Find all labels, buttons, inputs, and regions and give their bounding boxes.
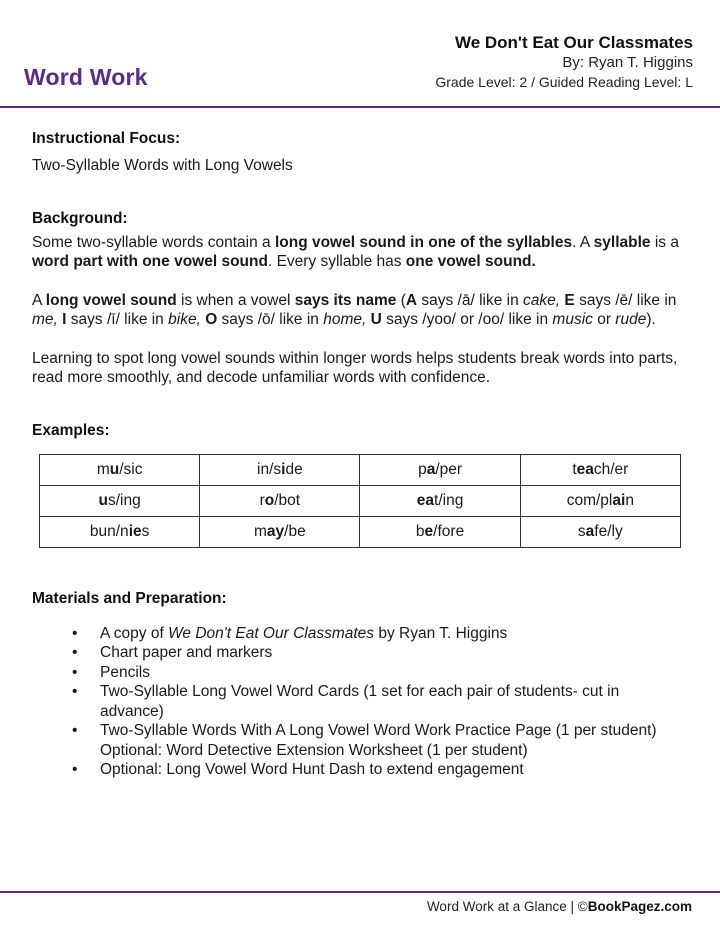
example-word-run: s (141, 522, 150, 540)
example-word-run: bun/n (89, 522, 129, 540)
example-word-run: p (418, 460, 427, 478)
footer-divider (0, 891, 720, 893)
focus-heading: Instructional Focus: (32, 130, 181, 147)
example-word-run: m (96, 460, 110, 478)
background-paragraph-1-run: . Every syllable has (267, 253, 406, 270)
section-title: Word Work (24, 64, 148, 90)
materials-item-run: Two-Syllable Words With A Long Vowel Word Work Practice Page (1 per student) (100, 722, 657, 739)
example-word-run: t (572, 460, 577, 478)
background-paragraph-2-run: says /ō/ like in (217, 311, 324, 328)
background-paragraph-2-run: A (405, 291, 418, 309)
background-paragraph-2-run: I (62, 311, 67, 328)
bullet-icon: • (72, 644, 78, 661)
materials-item (32, 663, 680, 683)
materials-heading: Materials and Preparation: (32, 589, 227, 607)
example-word-run: a (426, 460, 436, 478)
bullet-icon: • (72, 663, 78, 681)
materials-item (32, 741, 680, 761)
example-word-run: t/ing (434, 491, 464, 509)
example-word-run: o (264, 491, 275, 509)
background-paragraph-1-run: . A (572, 233, 594, 251)
background-paragraph-1 (32, 233, 692, 272)
example-word-run: b (415, 522, 425, 540)
background-paragraph-1-run: one vowel sound. (405, 253, 536, 270)
example-word-cell (200, 485, 360, 516)
example-word-run: ai (612, 491, 626, 509)
example-word-cell (360, 454, 520, 485)
background-paragraph-2-run: ). (646, 311, 656, 328)
example-word-run: /bot (274, 491, 301, 509)
example-word-run: i (281, 460, 286, 478)
footer-separator: | (566, 899, 578, 914)
bullet-icon: • (72, 722, 78, 739)
example-word-cell (40, 485, 200, 516)
main-content (32, 128, 692, 780)
background-paragraph-1-run: is a (650, 233, 679, 251)
background-paragraph-2-run: says /ē/ like in (574, 291, 677, 309)
materials-item-run: Optional: Word Detective Extension Worksheet (1 per student) (100, 741, 528, 759)
background-paragraph-2-run: A (32, 291, 46, 309)
example-word-run: /fore (433, 522, 465, 540)
materials-item-run: Chart paper and markers (100, 644, 273, 661)
background-paragraph-1-run: long vowel sound in one of the syllables (274, 233, 573, 251)
footer-copyright: © (577, 899, 588, 914)
background-paragraph-2-run: is when a vowel (176, 291, 295, 309)
example-word-run: a (585, 522, 595, 540)
book-author: By: Ryan T. Higgins (562, 54, 693, 71)
background-paragraph-2-run: says /ā/ like in (417, 291, 524, 309)
background-paragraph-2-run: says its name (294, 291, 397, 309)
bullet-icon: • (72, 624, 78, 642)
examples-row (40, 485, 681, 516)
example-word-run: r (259, 491, 265, 509)
background-paragraph-2-run: E (564, 291, 575, 309)
book-info (435, 33, 693, 91)
example-word-run: s/ing (107, 491, 141, 509)
examples-row (40, 516, 681, 547)
background-paragraph-1-run: Some two-syllable words contain a (32, 233, 275, 251)
example-word-run: ay (266, 522, 285, 540)
example-word-cell (40, 516, 200, 547)
materials-item (32, 643, 680, 663)
background-paragraph-2-run: cake, (523, 291, 561, 309)
example-word-run: ea (416, 491, 435, 509)
example-word-cell (200, 516, 360, 547)
background-paragraph-2-run: me, (32, 311, 58, 328)
background-paragraph-2-run: says /ī/ like in (66, 311, 169, 328)
materials-item (32, 624, 680, 644)
example-word-run: ea (576, 460, 594, 478)
example-word-run: m (254, 522, 267, 540)
materials-item (32, 721, 680, 741)
example-word-cell (200, 454, 360, 485)
example-word-run: n (625, 491, 634, 509)
footer-label: Word Work at a Glance (426, 899, 567, 914)
example-word-cell (360, 485, 520, 516)
example-word-run: /sic (119, 460, 143, 478)
background-paragraph-2-run: rude (615, 311, 647, 328)
examples-row (40, 454, 681, 485)
background-paragraph-1-run: word part with one vowel sound (32, 253, 268, 270)
background-paragraph-3: Learning to spot long vowel sounds within longer words helps students break words into parts, read more smoothly, and decode unfamiliar words with confidence. (32, 349, 678, 386)
page-header (0, 0, 720, 108)
materials-item-run: A copy of (100, 624, 169, 642)
example-word-run: e (424, 522, 434, 540)
example-word-run: com/pl (566, 491, 613, 509)
materials-item-run: Two-Syllable Long Vowel Word Cards (1 set for each pair of students- cut in advance) (100, 683, 620, 720)
example-word-cell (520, 516, 680, 547)
background-paragraph-2-run: home, (323, 311, 367, 328)
example-word-run: ie (128, 522, 142, 540)
examples-table (39, 454, 681, 548)
background-paragraph-2-run: O (205, 311, 218, 328)
materials-item-run: by Ryan T. Higgins (374, 624, 508, 642)
example-word-run: fe/ly (594, 522, 623, 540)
example-word-run: in/s (257, 460, 282, 478)
materials-item-run: Optional: Long Vowel Word Hunt Dash to extend engagement (100, 761, 524, 778)
background-paragraph-2-run: music (552, 311, 593, 328)
focus-text: Two-Syllable Words with Long Vowels (32, 157, 293, 174)
background-paragraph-2-run: ( (396, 291, 406, 309)
background-paragraph-1-run: syllable (593, 233, 651, 251)
example-word-run: u (98, 491, 108, 509)
examples-heading: Examples: (32, 421, 110, 439)
example-word-cell (360, 516, 520, 547)
example-word-cell (40, 454, 200, 485)
footer-brand: BookPagez.com (587, 899, 692, 914)
example-word-run: de (285, 460, 303, 478)
example-word-cell (520, 454, 680, 485)
background-paragraph-2-run: or (592, 311, 616, 328)
background-heading: Background: (32, 209, 128, 227)
bullet-icon: • (72, 761, 78, 778)
book-title: We Don't Eat Our Classmates (454, 33, 693, 52)
header-divider (0, 106, 720, 108)
example-word-run: s (577, 522, 586, 540)
background-paragraph-2-run: U (370, 311, 382, 328)
example-word-run: u (109, 460, 120, 478)
background-paragraph-2-run: bike, (168, 311, 201, 328)
background-paragraph-2-run: long vowel sound (45, 291, 177, 309)
page-footer (427, 899, 692, 914)
materials-item (32, 760, 680, 780)
materials-item-run: Pencils (100, 663, 150, 681)
example-word-run: ch/er (593, 460, 629, 478)
materials-item-run: We Don't Eat Our Classmates (168, 624, 375, 642)
background-paragraph-2 (32, 291, 692, 330)
book-levels: Grade Level: 2 / Guided Reading Level: L (435, 74, 693, 90)
bullet-icon: • (72, 683, 78, 700)
materials-list (32, 624, 692, 780)
materials-item (32, 682, 680, 721)
example-word-run: /be (284, 522, 306, 540)
example-word-cell (520, 485, 680, 516)
example-word-run: /per (435, 460, 463, 478)
background-paragraph-2-run: says /yoo/ or /oo/ like in (381, 311, 553, 328)
